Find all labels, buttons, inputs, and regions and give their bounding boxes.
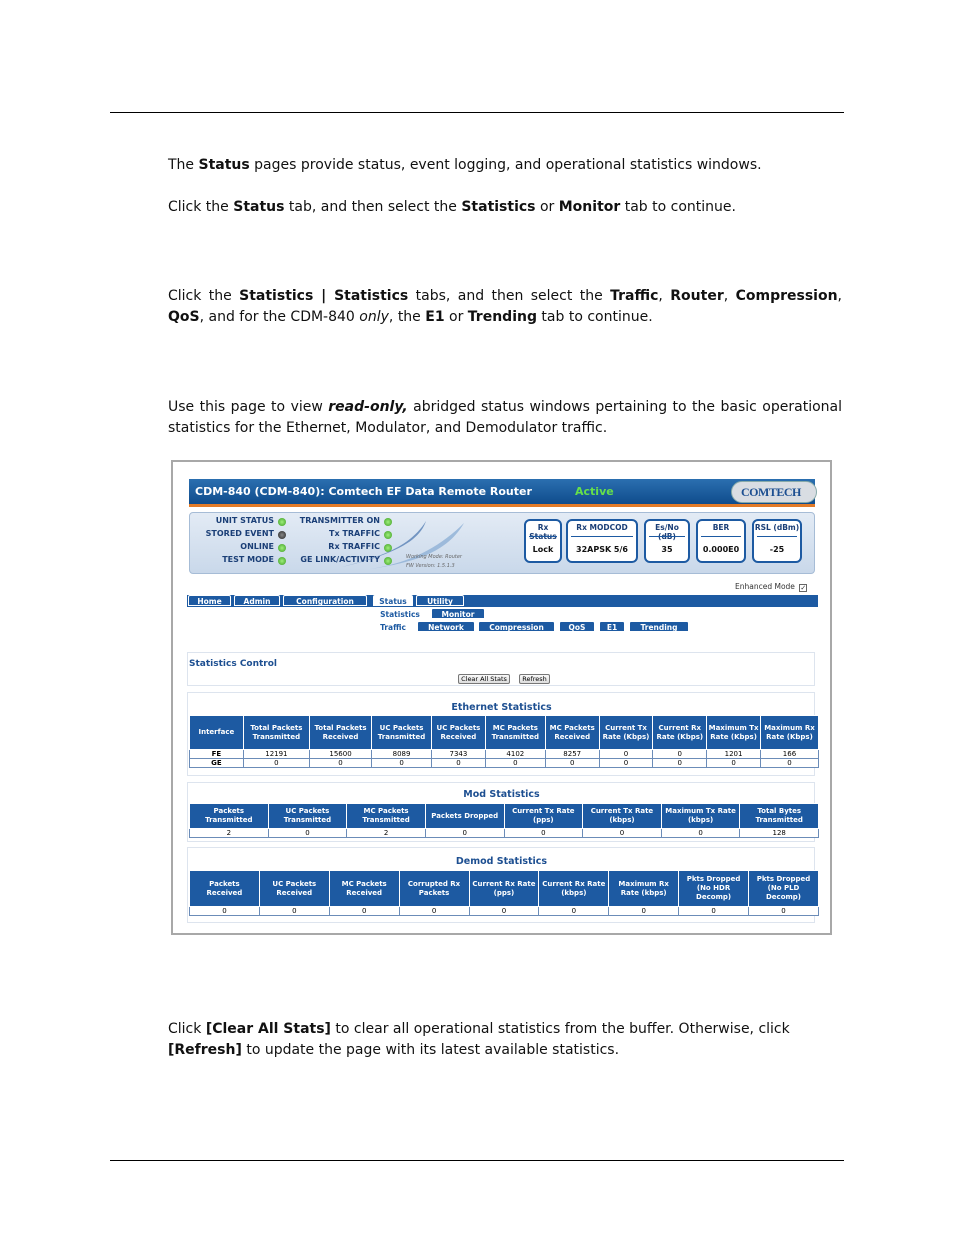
column-header: Packets Received [190,871,260,907]
tab-network[interactable]: Network [417,621,475,632]
status-label: TEST MODE [222,555,274,564]
enhanced-mode-label: Enhanced Mode [735,582,795,591]
column-header: Pkts Dropped (No HDR Decomp) [679,871,749,907]
table-cell: 0 [259,907,329,916]
tab-configuration[interactable]: Configuration [283,595,367,606]
status-led-icon [278,544,286,552]
rx-indicator-label: Rx MODCOD [576,523,628,532]
column-header: Corrupted Rx Packets [399,871,469,907]
table-cell: 0 [707,759,761,768]
table-cell: 0 [539,907,609,916]
status-label: GE LINK/ACTIVITY [300,555,380,564]
ethernet-statistics-table [189,715,819,768]
table-cell: 0 [399,907,469,916]
table-cell: 15600 [309,750,371,759]
column-header: MC Packets Received [545,716,599,750]
rx-indicator-box [752,519,802,563]
tab-compression[interactable]: Compression [478,621,555,632]
paragraph-status-tab: Click the Status tab, and then select the Statistics or Monitor tab to continue. [168,199,736,215]
table-cell: 128 [740,829,819,838]
active-indicator: Active [575,485,614,498]
table-cell: 2 [190,829,269,838]
table-cell: 0 [504,829,583,838]
nav-bar [187,595,818,607]
status-label: TRANSMITTER ON [299,516,380,525]
rx-indicator-value: 0.000E0 [702,545,740,554]
fw-version-text: FW Version: 1.5.1.3 [406,563,455,569]
table-cell: 12191 [243,750,309,759]
column-header: Maximum Tx Rate (kbps) [661,804,740,829]
rx-indicator-box [566,519,638,563]
ethernet-statistics-title: Ethernet Statistics [451,702,552,713]
table-cell: 2 [347,829,426,838]
table-cell: 0 [425,829,504,838]
working-mode-text: Working Mode: Router [406,554,462,560]
table-cell: 7343 [432,750,486,759]
rx-indicator-value: 32APSK 5/6 [576,545,628,554]
column-header: Total Packets Transmitted [243,716,309,750]
enhanced-mode-toggle[interactable] [735,582,807,592]
column-header: MC Packets Transmitted [485,716,545,750]
mod-statistics-title: Mod Statistics [463,789,540,800]
refresh-button[interactable]: Refresh [519,674,550,684]
rx-indicator-label: Rx [537,523,549,532]
paragraph-clear-refresh: Click [Clear All Stats] to clear all operational statistics from the buffer. Otherwise, click [Refresh] to update the page with its latest available statistics. [168,1021,790,1058]
column-header: Current Tx Rate (Kbps) [599,716,653,750]
table-cell: 0 [599,750,653,759]
mod-statistics-table [189,803,819,838]
status-led-icon [278,518,286,526]
statistics-control-title: Statistics Control [189,659,278,669]
table-cell: 0 [545,759,599,768]
rx-indicator-divider [529,536,557,537]
clear-all-stats-button[interactable]: Clear All Stats [458,674,510,684]
column-header: UC Packets Received [432,716,486,750]
status-label: ONLINE [240,542,274,551]
table-cell: 0 [653,759,707,768]
column-header: Maximum Tx Rate (Kbps) [707,716,761,750]
tab-statistics[interactable]: Statistics [373,608,427,619]
paragraph-intro: The Status pages provide status, event logging, and operational statistics windows. [168,157,762,173]
table-cell: 8257 [545,750,599,759]
rx-indicator-divider [571,536,633,537]
rx-indicator-value: Lock [532,545,554,554]
web-ui-screenshot [183,476,820,926]
column-header: Total Packets Received [309,716,371,750]
rx-indicator-divider [649,536,685,537]
rx-indicator-box [644,519,690,563]
logo-text: COMTECH [741,485,801,499]
rx-indicator-divider [701,536,741,537]
table-cell: 0 [485,759,545,768]
column-header: UC Packets Transmitted [268,804,347,829]
rx-indicator-box [524,519,562,563]
table-cell: 0 [661,829,740,838]
table-cell: 0 [469,907,539,916]
header-rule [110,112,844,113]
tab-admin[interactable]: Admin [234,595,280,606]
column-header: Total Bytes Transmitted [740,804,819,829]
table-cell: 8089 [372,750,432,759]
column-header: Current Tx Rate (pps) [504,804,583,829]
table-cell: 0 [679,907,749,916]
tab-home[interactable]: Home [188,595,231,606]
rx-indicator-label: Es/No [655,523,679,532]
rx-indicator-value: 35 [661,545,673,554]
enhanced-mode-checkbox[interactable]: ✓ [800,584,807,592]
column-header: MC Packets Transmitted [347,804,426,829]
rx-indicator-divider [757,536,797,537]
rx-indicator-label: RSL (dBm) [754,523,800,532]
column-header: MC Packets Received [329,871,399,907]
table-cell: 0 [653,750,707,759]
table-cell: FE [190,750,244,759]
column-header: Maximum Rx Rate (kbps) [609,871,679,907]
column-header: Current Tx Rate (kbps) [583,804,662,829]
table-cell: 0 [243,759,309,768]
status-label: STORED EVENT [205,529,274,538]
column-header: Current Rx Rate (kbps) [539,871,609,907]
paragraph-traffic-page: Use this page to view read-only, abridged status windows pertaining to the basic operational statistics for the Ethernet, Modulator, and Demodulator traffic. [168,399,842,436]
table-cell: 1201 [707,750,761,759]
table-cell: 166 [760,750,818,759]
column-header: UC Packets Transmitted [372,716,432,750]
table-cell: GE [190,759,244,768]
tab-e1[interactable]: E1 [599,621,625,632]
table-cell: 0 [583,829,662,838]
table-cell: 0 [599,759,653,768]
tab-monitor[interactable]: Monitor [431,608,485,619]
table-cell: 0 [190,907,260,916]
table-cell: 0 [432,759,486,768]
table-row [190,907,819,916]
rx-indicator-label: BER [712,523,730,532]
tab-trending[interactable]: Trending [629,621,689,632]
status-led-icon [278,531,286,539]
table-cell: 0 [749,907,819,916]
title-bar [189,479,815,507]
column-header: Pkts Dropped (No PLD Decomp) [749,871,819,907]
table-cell: 4102 [485,750,545,759]
tab-utility[interactable]: Utility [416,595,464,606]
column-header: Current Rx Rate (pps) [469,871,539,907]
table-cell: 0 [760,759,818,768]
tab-traffic[interactable]: Traffic [373,621,413,632]
figure-traffic-page [171,460,832,935]
comtech-logo [731,481,817,503]
column-header: Maximum Rx Rate (Kbps) [760,716,818,750]
tab-status[interactable]: Status [373,595,413,606]
status-panel [189,512,815,574]
table-cell: 0 [372,759,432,768]
column-header: UC Packets Received [259,871,329,907]
status-label: UNIT STATUS [215,516,274,525]
status-label: Tx TRAFFIC [329,529,380,538]
table-cell: 0 [268,829,347,838]
column-header: Interface [190,716,244,750]
table-row [190,759,819,768]
paragraph-statistics-tabs: Click the Statistics | Statistics tabs, and then select the Traffic, Router, Compression, QoS, and for the CDM-840 only, the E1 or Trending tab to continue. [168,288,842,325]
app-title: CDM-840 (CDM-840): Comtech EF Data Remote Router [195,485,532,498]
rx-indicator-value: -25 [769,545,785,554]
status-label: Rx TRAFFIC [328,542,380,551]
demod-statistics-table [189,870,819,916]
footer-rule [110,1160,844,1161]
demod-statistics-title: Demod Statistics [455,856,548,867]
table-cell: 0 [329,907,399,916]
rx-indicator-box [696,519,746,563]
table-row [190,829,819,838]
table-cell: 0 [609,907,679,916]
table-cell: 0 [309,759,371,768]
column-header: Packets Transmitted [190,804,269,829]
column-header: Current Rx Rate (Kbps) [653,716,707,750]
status-led-icon [278,557,286,565]
column-header: Packets Dropped [425,804,504,829]
tab-qos[interactable]: QoS [559,621,595,632]
table-row [190,750,819,759]
